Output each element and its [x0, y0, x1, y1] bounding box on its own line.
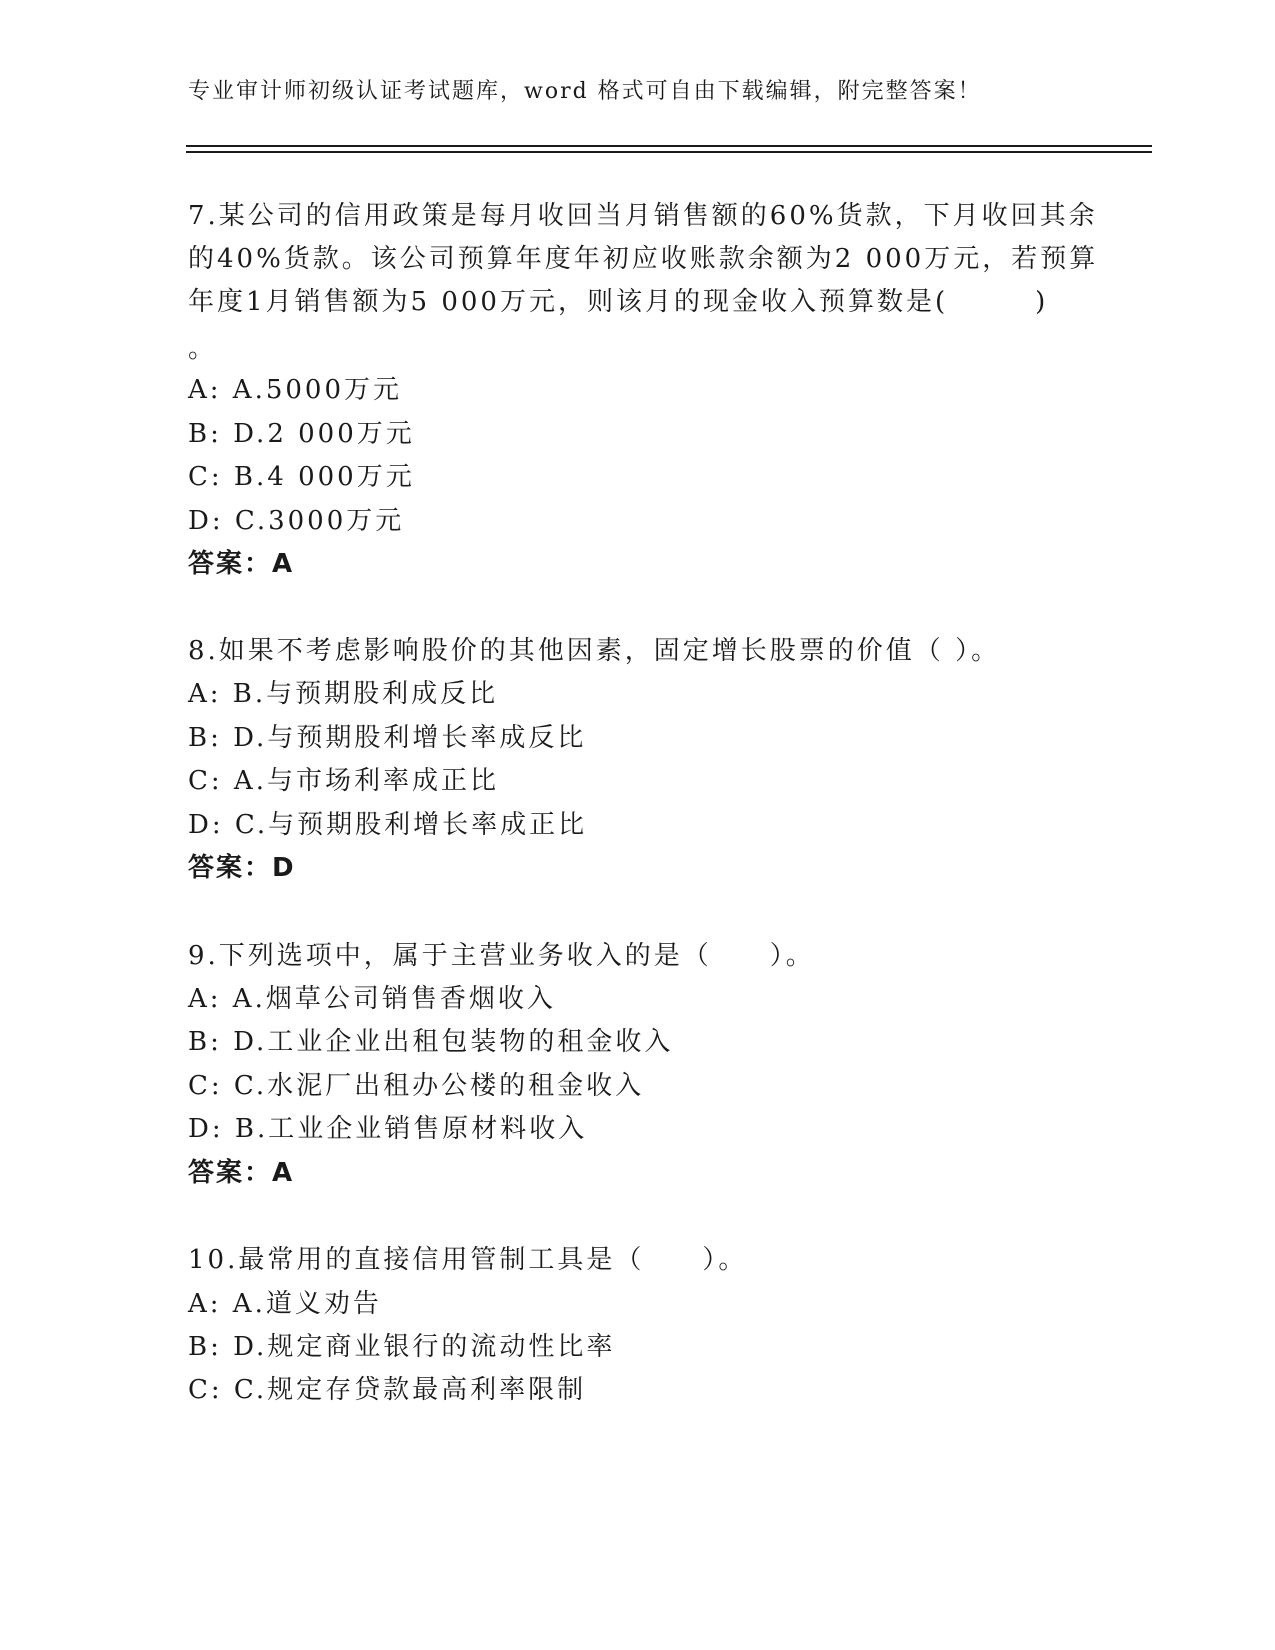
option-b: B: D.与预期股利增长率成反比 — [188, 723, 587, 753]
option-b: B: D.规定商业银行的流动性比率 — [188, 1332, 616, 1362]
question-stem-line: 8.如果不考虑影响股价的其他因素，固定增长股票的价值（ ）。 — [188, 636, 1001, 666]
option-a: A: B.与预期股利成反比 — [188, 679, 499, 709]
option-c: C: B.4 000万元 — [188, 462, 415, 492]
option-a: A: A.5000万元 — [188, 375, 403, 405]
answer-label: 答案：A — [188, 1158, 295, 1188]
option-d: D: C.3000万元 — [188, 506, 405, 536]
header-rule-second — [186, 151, 1152, 153]
answer-label: 答案：A — [188, 549, 295, 579]
question-stem-line: 的40%货款。该公司预算年度年初应收账款余额为2 000万元，若预算 — [188, 244, 1099, 274]
question-stem-line: 7.某公司的信用政策是每月收回当月销售额的60%货款，下月收回其余 — [188, 201, 1098, 231]
option-c: C: A.与市场利率成正比 — [188, 766, 499, 796]
option-d: D: B.工业企业销售原材料收入 — [188, 1114, 588, 1144]
answer-label: 答案：D — [188, 853, 296, 883]
option-a: A: A.道义劝告 — [188, 1289, 382, 1319]
option-c: C: C.水泥厂出租办公楼的租金收入 — [188, 1071, 645, 1101]
option-b: B: D.工业企业出租包装物的租金收入 — [188, 1027, 674, 1057]
option-d: D: C.与预期股利增长率成正比 — [188, 810, 588, 840]
option-c: C: C.规定存贷款最高利率限制 — [188, 1375, 587, 1405]
question-stem-line: 。 — [188, 334, 218, 364]
page-header: 专业审计师初级认证考试题库，word 格式可自由下载编辑，附完整答案！ — [188, 79, 982, 104]
option-a: A: A.烟草公司销售香烟收入 — [188, 984, 556, 1014]
question-stem-line: 9.下列选项中，属于主营业务收入的是（ ）。 — [188, 941, 815, 971]
question-stem-line: 年度1月销售额为5 000万元，则该月的现金收入预算数是( ) — [188, 287, 1049, 317]
header-rule — [186, 145, 1152, 147]
question-stem-line: 10.最常用的直接信用管制工具是（ ）。 — [188, 1245, 748, 1275]
option-b: B: D.2 000万元 — [188, 419, 415, 449]
